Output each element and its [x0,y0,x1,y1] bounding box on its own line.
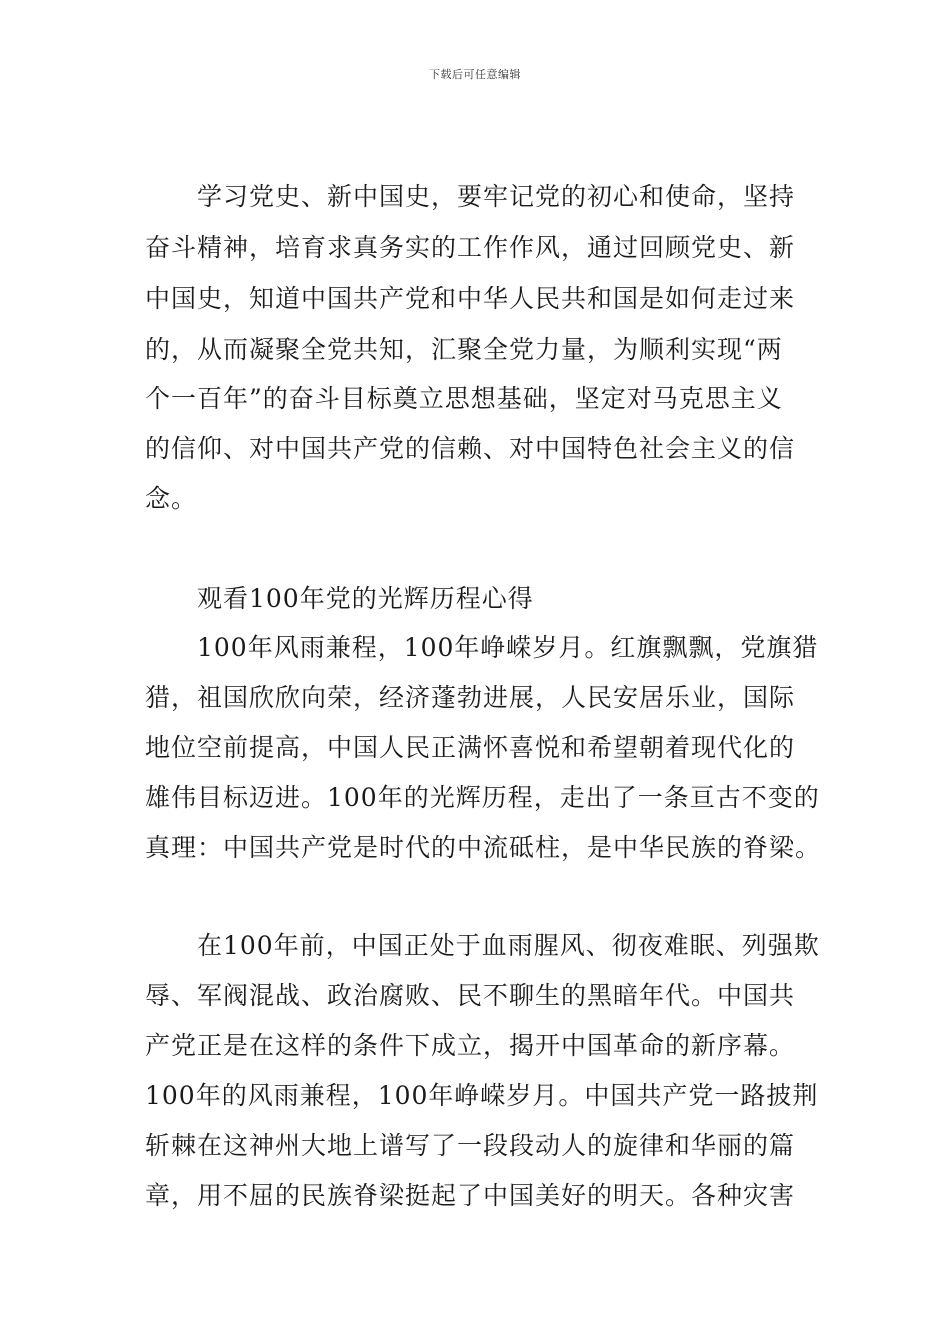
paragraph-line: 个一百年”的奋斗目标奠立思想基础，坚定对马克思主义 [145,384,783,413]
paragraph-line: 在100年前，中国正处于血雨腥风、彻夜难眠、列强欺 [197,931,820,960]
paragraph-line: 100年的风雨兼程，100年峥嵘岁月。中国共产党一路披荆 [145,1081,819,1110]
paragraph-line: 学习党史、新中国史，要牢记党的初心和使命，坚持 [197,182,796,211]
paragraph-line: 的，从而凝聚全党共知，汇聚全党力量，为顺利实现“两 [145,335,783,364]
paragraph-line: 念。 [145,484,198,513]
paragraph-line: 猎，祖国欣欣向荣，经济蓬勃进展，人民安居乐业，国际 [145,683,796,712]
paragraph-line: 产党正是在这样的条件下成立，揭开中国革命的新序幕。 [145,1031,796,1060]
paragraph-line: 奋斗精神，培育求真务实的工作作风，通过回顾党史、新 [145,233,796,262]
page-header: 下载后可任意编辑 [429,68,521,81]
section-title: 观看100年党的光辉历程心得 [197,584,534,613]
paragraph-line: 地位空前提高，中国人民正满怀喜悦和希望朝着现代化的 [145,733,796,762]
paragraph-line: 中国史，知道中国共产党和中华人民共和国是如何走过来 [145,284,796,313]
paragraph-line: 雄伟目标迈进。100年的光辉历程，走出了一条亘古不变的 [145,783,820,812]
paragraph-line: 真理：中国共产党是时代的中流砥柱，是中华民族的脊梁。 [145,833,822,862]
paragraph-line: 斩棘在这神州大地上谱写了一段段动人的旋律和华丽的篇 [145,1131,796,1160]
paragraph-line: 的信仰、对中国共产党的信赖、对中国特色社会主义的信 [145,434,796,463]
paragraph-line: 章，用不屈的民族脊梁挺起了中国美好的明天。各种灾害 [145,1181,796,1210]
paragraph-line: 100年风雨兼程，100年峥嵘岁月。红旗飘飘，党旗猎 [197,633,819,662]
paragraph-line: 辱、军阀混战、政治腐败、民不聊生的黑暗年代。中国共 [145,981,796,1010]
